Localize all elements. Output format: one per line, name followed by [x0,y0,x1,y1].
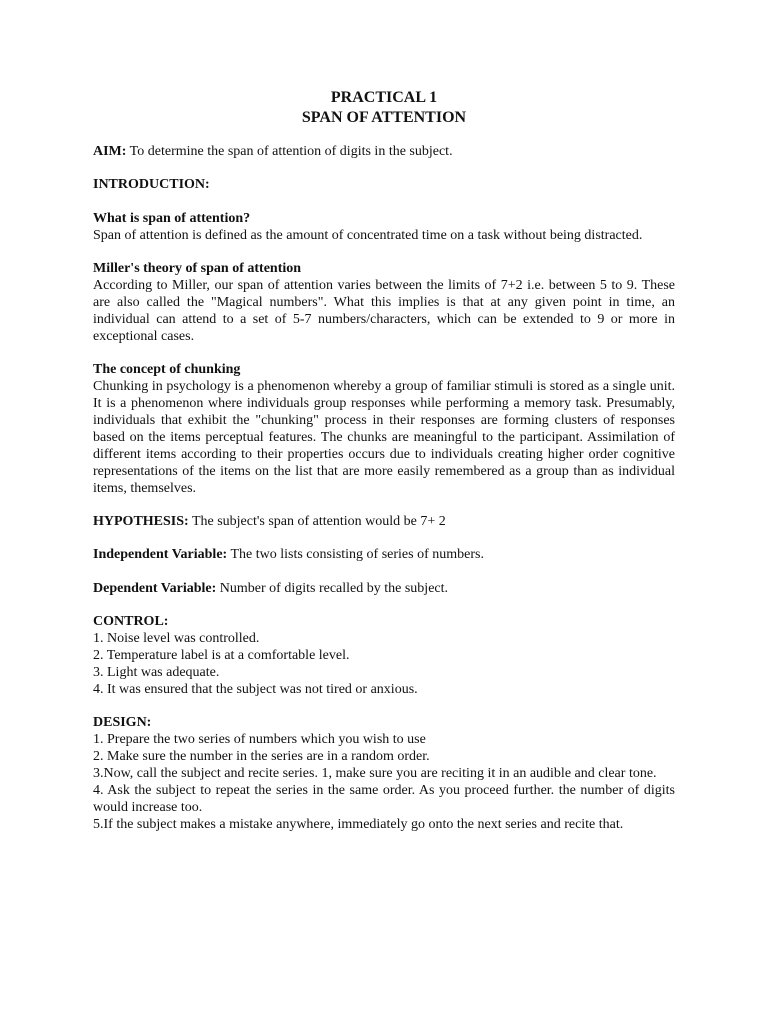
chunking-section [93,362,675,497]
hypothesis-text: The subject's span of attention would be 7+ 2 [188,513,446,529]
control-item: 2. Temperature label is at a comfortable level. [93,647,350,663]
title-line-practical: PRACTICAL 1 [330,89,438,106]
independent-variable-paragraph [93,547,675,564]
what-is-text: Span of attention is defined as the amount of concentrated time on a task without being distracted. [93,227,643,243]
independent-variable-text: The two lists consisting of series of numbers. [227,547,484,563]
control-item: 4. It was ensured that the subject was not tired or anxious. [93,681,418,697]
control-list [93,631,675,699]
introduction-heading: INTRODUCTION: [93,177,210,193]
document-page [93,88,675,850]
design-item: 4. Ask the subject to repeat the series in the same order. As you proceed further. the number of digits would increase too. [93,782,675,815]
dependent-variable-paragraph [93,581,675,598]
control-section [93,614,675,699]
design-list [93,732,675,833]
design-heading: DESIGN: [93,715,152,731]
design-item: 2. Make sure the number in the series are in a random order. [93,748,430,764]
design-item: 3.Now, call the subject and recite series. 1, make sure you are reciting it in an audible and clear tone. [93,765,657,781]
introduction-paragraph [93,177,675,194]
design-item: 1. Prepare the two series of numbers which you wish to use [93,732,426,748]
independent-variable-label: Independent Variable: [93,547,228,563]
chunking-heading: The concept of chunking [93,362,241,378]
control-heading: CONTROL: [93,614,169,630]
document-title [93,88,675,128]
what-is-heading: What is span of attention? [93,210,251,226]
control-item: 3. Light was adequate. [93,664,220,680]
design-section [93,715,675,833]
design-item: 5.If the subject makes a mistake anywhere, immediately go onto the next series and recite that. [93,816,624,832]
hypothesis-label: HYPOTHESIS: [93,513,189,529]
miller-heading: Miller's theory of span of attention [93,261,302,277]
miller-section [93,261,675,346]
dependent-variable-label: Dependent Variable: [93,580,217,596]
what-is-section [93,211,675,245]
aim-label: AIM: [93,144,127,159]
control-item: 1. Noise level was controlled. [93,631,260,647]
aim-text: To determine the span of attention of digits in the subject. [126,144,453,159]
chunking-text: Chunking in psychology is a phenomenon whereby a group of familiar stimuli is stored as a single unit. It is a phenomenon where individuals group responses while performing a memory task. Presumably, individuals that exhibit the "chunking" process in their responses are forming clusters of responses based on the items perceptual features. The chunks are meaningful to the participant. Assimilation of different items according to their properties occurs due to individuals creating higher order cognitive representations of the items on the list that are more easily remembered as a group than as individual items, themselves. [93,379,675,496]
hypothesis-paragraph [93,514,675,531]
aim-paragraph [93,144,675,161]
title-line-topic: SPAN OF ATTENTION [301,109,467,126]
miller-text: According to Miller, our span of attention varies between the limits of 7+2 i.e. between 5 to 9. These are also called the "Magical numbers". What this implies is that at any given point in time, an individual can attend to a set of 5-7 numbers/characters, which can be extended to 9 or more in exceptional cases. [93,278,675,344]
dependent-variable-text: Number of digits recalled by the subject. [216,580,449,596]
